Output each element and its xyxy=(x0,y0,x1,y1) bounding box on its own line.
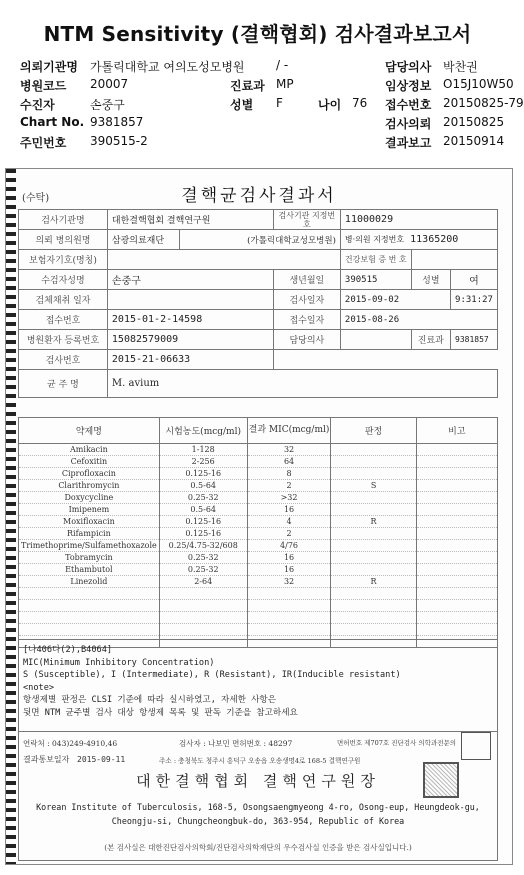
range-cell: 0.25-32 xyxy=(159,564,247,576)
interp-cell xyxy=(331,600,416,612)
health-label: 건강보험 증 번 호 xyxy=(340,250,411,270)
remark-cell xyxy=(416,588,497,600)
lab-code-label: 검사기관 지정번호 xyxy=(273,210,340,230)
table-row-blank xyxy=(19,588,498,600)
receipt-date-value: 2015-08-26 xyxy=(340,310,497,330)
col-remark-header: 비고 xyxy=(416,418,497,444)
header-row-chart xyxy=(20,115,515,134)
drug-cell: Ciprofloxacin xyxy=(19,468,160,480)
mic-cell: 4/76 xyxy=(247,540,331,552)
mic-cell: 16 xyxy=(247,504,331,516)
footer-report-date-value: 2015-09-11 xyxy=(77,755,126,764)
table-row xyxy=(19,444,498,456)
table-row xyxy=(19,504,498,516)
drug-cell: Moxifloxacin xyxy=(19,516,160,528)
drug-cell: Clarithromycin xyxy=(19,480,160,492)
susceptibility-table xyxy=(18,417,498,648)
receipt-label: 접수번호 xyxy=(19,310,108,330)
mic-cell: 32 xyxy=(247,444,331,456)
range-cell: 0.5-64 xyxy=(159,480,247,492)
footer-section xyxy=(18,731,498,861)
interp-cell xyxy=(331,624,416,636)
range-cell: 0.25-32 xyxy=(159,552,247,564)
report-title: NTM Sensitivity (결핵협회) 검사결과보고서 xyxy=(43,22,472,46)
receipt-no-label: 접수번호 xyxy=(385,98,432,112)
table-row xyxy=(19,576,498,588)
range-cell: 0.125-16 xyxy=(159,516,247,528)
organism-value: M. avium xyxy=(107,370,497,398)
chart-value: 9381857 xyxy=(90,115,144,129)
notes-code: [나406다(2),B4064] xyxy=(23,645,113,655)
age-label: 나이 xyxy=(318,98,342,112)
age-value: 76 xyxy=(352,96,368,110)
dob-label: 생년월일 xyxy=(273,270,340,290)
test-no-value: 2015-21-06633 xyxy=(107,350,273,370)
health-value xyxy=(411,250,497,270)
table-row-blank xyxy=(19,612,498,624)
table-row xyxy=(19,480,498,492)
range-cell: 0.25/4.75-32/608 xyxy=(159,540,247,552)
interp-cell xyxy=(331,540,416,552)
form-title: 결핵균검사결과서 xyxy=(181,186,337,206)
dob-value: 390515 xyxy=(340,270,411,290)
drug-cell: Linezolid xyxy=(19,576,160,588)
col-range-header: 시험농도(mcg/ml) xyxy=(159,418,247,444)
drug-cell xyxy=(19,588,160,600)
col-mic-header: 결과 MIC(mcg/ml) xyxy=(247,418,331,444)
test-no-label: 검사번호 xyxy=(19,350,108,370)
mic-cell: 16 xyxy=(247,564,331,576)
clinical-info-value: O15J10W50 xyxy=(443,77,514,91)
drug-cell: Rifampicin xyxy=(19,528,160,540)
receipt-no-value: 20150825-79 xyxy=(443,96,524,110)
doctor-label: 담당의사 xyxy=(385,60,432,74)
id-label: 주민번호 xyxy=(20,136,67,150)
form-doctor-value xyxy=(340,330,411,350)
dept-label: 진료과 xyxy=(411,330,450,350)
form-sex-value: 여 xyxy=(451,270,498,290)
client-sub: (가톨릭대학교성모병원) xyxy=(180,230,341,250)
footer-org-korean: 대한결핵협회 결핵연구원장 xyxy=(136,772,380,790)
mic-cell: 16 xyxy=(247,552,331,564)
footer-org-english-2: Cheongju-si, Chungcheongbuk-do, 363-954, Republic of Korea xyxy=(111,816,405,826)
patient-value: 손중구 xyxy=(90,98,125,112)
remark-cell xyxy=(416,444,497,456)
remark-cell xyxy=(416,516,497,528)
table-row xyxy=(19,456,498,468)
remark-cell xyxy=(416,564,497,576)
mic-cell: 2 xyxy=(247,528,331,540)
insurer-label: 보험자기호(명칭) xyxy=(19,250,108,270)
organism-label: 균 주 명 xyxy=(19,370,108,398)
patient-label: 수진자 xyxy=(20,98,55,112)
header-row-institution xyxy=(20,58,515,77)
interp-cell xyxy=(331,564,416,576)
institution-label: 의뢰기관명 xyxy=(20,60,78,74)
notes-section xyxy=(18,639,498,731)
range-cell: 0.125-16 xyxy=(159,528,247,540)
table-row xyxy=(19,516,498,528)
remark-cell xyxy=(416,624,497,636)
range-cell: 0.25-32 xyxy=(159,492,247,504)
receipt-date-label: 접수일자 xyxy=(273,310,340,330)
table-row xyxy=(19,492,498,504)
hospital-code-value: 20007 xyxy=(90,77,129,91)
hospital-code-label: 병원코드 xyxy=(20,79,67,93)
range-cell: 1-128 xyxy=(159,444,247,456)
lab-value: 대한결핵협회 결핵연구원 xyxy=(107,210,273,230)
interp-cell xyxy=(331,504,416,516)
department-label: 진료과 xyxy=(230,79,265,93)
drug-cell xyxy=(19,600,160,612)
table-row xyxy=(19,552,498,564)
range-cell: 0.125-16 xyxy=(159,468,247,480)
specialist-seal xyxy=(461,732,491,760)
drug-cell: Imipenem xyxy=(19,504,160,516)
doctor-value: 박찬권 xyxy=(443,60,478,74)
client-value: 삼광의료재단 xyxy=(107,230,179,250)
drug-cell: Doxycycline xyxy=(19,492,160,504)
report-date-label: 결과보고 xyxy=(385,136,432,150)
table-row-blank xyxy=(19,600,498,612)
range-cell xyxy=(159,588,247,600)
table-row xyxy=(19,540,498,552)
mic-cell xyxy=(247,624,331,636)
drug-cell: Ethambutol xyxy=(19,564,160,576)
client-code-cell xyxy=(340,230,497,250)
mic-cell xyxy=(247,612,331,624)
drug-cell: Trimethoprime/Sulfamethoxazole xyxy=(19,540,160,552)
request-date-value: 20150825 xyxy=(443,115,505,129)
footer-specialist: 면허번호 제707호 진단검사 의학과전문의 xyxy=(337,739,457,747)
table-row xyxy=(19,564,498,576)
remark-cell xyxy=(416,456,497,468)
mic-cell: 64 xyxy=(247,456,331,468)
drug-cell: Cefoxitin xyxy=(19,456,160,468)
table-row xyxy=(19,468,498,480)
empty-cell xyxy=(273,350,497,370)
request-date-label: 검사의뢰 xyxy=(385,117,432,131)
drug-cell xyxy=(19,612,160,624)
remark-cell xyxy=(416,540,497,552)
remark-cell xyxy=(416,612,497,624)
insurer-value xyxy=(107,250,340,270)
department-value: MP xyxy=(276,77,294,91)
reg-value: 15082579009 xyxy=(107,330,273,350)
mic-cell: 4 xyxy=(247,516,331,528)
interp-cell: R xyxy=(331,576,416,588)
specimen-date-value xyxy=(107,290,273,310)
lab-code-value: 11000029 xyxy=(340,210,497,230)
report-date-value: 20150914 xyxy=(443,134,505,148)
interp-cell xyxy=(331,468,416,480)
client-code-value: 11365200 xyxy=(410,234,459,245)
mic-cell: 2 xyxy=(247,480,331,492)
footer-address: 주소 : 충청북도 청주시 흥덕구 오송읍 오송생명4로 168-5 결핵연구원 xyxy=(159,757,361,765)
sex-label: 성별 xyxy=(230,98,254,112)
institution-extra: / - xyxy=(276,58,289,72)
reg-label: 병원환자 등록번호 xyxy=(19,330,108,350)
interp-cell: S xyxy=(331,480,416,492)
range-cell: 2-256 xyxy=(159,456,247,468)
interp-cell xyxy=(331,552,416,564)
client-code-label: 병·의원 지정번호 xyxy=(344,235,405,244)
footer-report-date-label: 결과통보일자 xyxy=(23,755,70,764)
form-corner-label: (수탁) xyxy=(22,193,50,204)
test-date-value: 2015-09-02 xyxy=(340,290,450,310)
form-sex-label: 성별 xyxy=(411,270,450,290)
form-doctor-label: 담당의사 xyxy=(273,330,340,350)
mic-cell: 8 xyxy=(247,468,331,480)
notes-tag: <note> xyxy=(23,682,55,693)
col-drug-header: 약제명 xyxy=(19,418,160,444)
name-label: 수검자성명 xyxy=(19,270,108,290)
drug-cell: Amikacin xyxy=(19,444,160,456)
remark-cell xyxy=(416,504,497,516)
institution-value: 가톨릭대학교 여의도성모병원 xyxy=(90,60,245,74)
specimen-date-label: 검체채취 일자 xyxy=(19,290,108,310)
lab-label: 검사기관명 xyxy=(19,210,108,230)
remark-cell xyxy=(416,576,497,588)
range-cell: 2-64 xyxy=(159,576,247,588)
scanned-result-sheet xyxy=(5,168,513,865)
header-row-hospital xyxy=(20,77,515,96)
interp-cell xyxy=(331,612,416,624)
notes-mic-definition: MIC(Minimum Inhibitory Concentration) xyxy=(23,657,215,668)
client-label: 의뢰 병의원명 xyxy=(19,230,108,250)
remark-cell xyxy=(416,480,497,492)
remark-cell xyxy=(416,492,497,504)
notes-legend: S (Susceptible), I (Intermediate), R (Resistant), IR(Inducible resistant) xyxy=(23,670,401,680)
interp-cell xyxy=(331,492,416,504)
range-cell xyxy=(159,612,247,624)
chart-label: Chart No. xyxy=(20,115,85,129)
test-date-label: 검사일자 xyxy=(273,290,340,310)
remark-cell xyxy=(416,600,497,612)
perforation-edge xyxy=(6,169,16,864)
interp-cell xyxy=(331,444,416,456)
mic-cell xyxy=(247,600,331,612)
range-cell: 0.5-64 xyxy=(159,504,247,516)
drug-cell xyxy=(19,624,160,636)
interp-cell: R xyxy=(331,516,416,528)
footer-report-date xyxy=(23,754,125,765)
clinical-info-label: 임상정보 xyxy=(385,79,432,93)
receipt-value: 2015-01-2-14598 xyxy=(107,310,273,330)
test-time-value: 9:31:27 xyxy=(451,290,498,310)
interp-cell xyxy=(331,528,416,540)
footer-certification: (본 검사실은 대한진단검사의학회/진단검사의학재단의 우수검사실 인증을 받은 검사실입니다.) xyxy=(104,843,412,852)
table-row xyxy=(19,528,498,540)
id-value: 390515-2 xyxy=(90,134,148,148)
footer-org-english-1: Korean Institute of Tuberculosis, 168-5, Osongsaengmyeong 4-ro, Osong-eup, Heungdeok-gu, xyxy=(36,802,480,812)
range-cell xyxy=(159,600,247,612)
drug-cell: Tobramycin xyxy=(19,552,160,564)
mic-cell: >32 xyxy=(247,492,331,504)
remark-cell xyxy=(416,552,497,564)
remark-cell xyxy=(416,468,497,480)
header-row-id xyxy=(20,134,515,153)
col-interp-header: 판정 xyxy=(331,418,416,444)
table-row-blank xyxy=(19,624,498,636)
mic-cell: 32 xyxy=(247,576,331,588)
footer-contact: 연락처 : 043)249-4910,46 xyxy=(23,739,118,748)
header-row-patient xyxy=(20,96,524,115)
notes-line-1: 항생제별 판정은 CLSI 기준에 따라 실시하였고, 자세한 사항은 xyxy=(23,695,277,705)
interp-cell xyxy=(331,456,416,468)
dept-value: 9381857 xyxy=(451,330,498,350)
range-cell xyxy=(159,624,247,636)
remark-cell xyxy=(416,528,497,540)
mic-cell xyxy=(247,588,331,600)
footer-examiner: 검사자 : 나보민 면허번호 : 48297 xyxy=(179,739,293,748)
notes-line-2: 뒷면 NTM 균주별 검사 대상 항생제 목록 및 판독 기준을 참고하세요 xyxy=(23,707,298,718)
sex-value: F xyxy=(276,96,283,110)
report-header xyxy=(20,58,524,153)
interp-cell xyxy=(331,588,416,600)
patient-info-table xyxy=(18,209,498,398)
name-value: 손중구 xyxy=(107,270,273,290)
susceptibility-rows xyxy=(19,444,498,648)
